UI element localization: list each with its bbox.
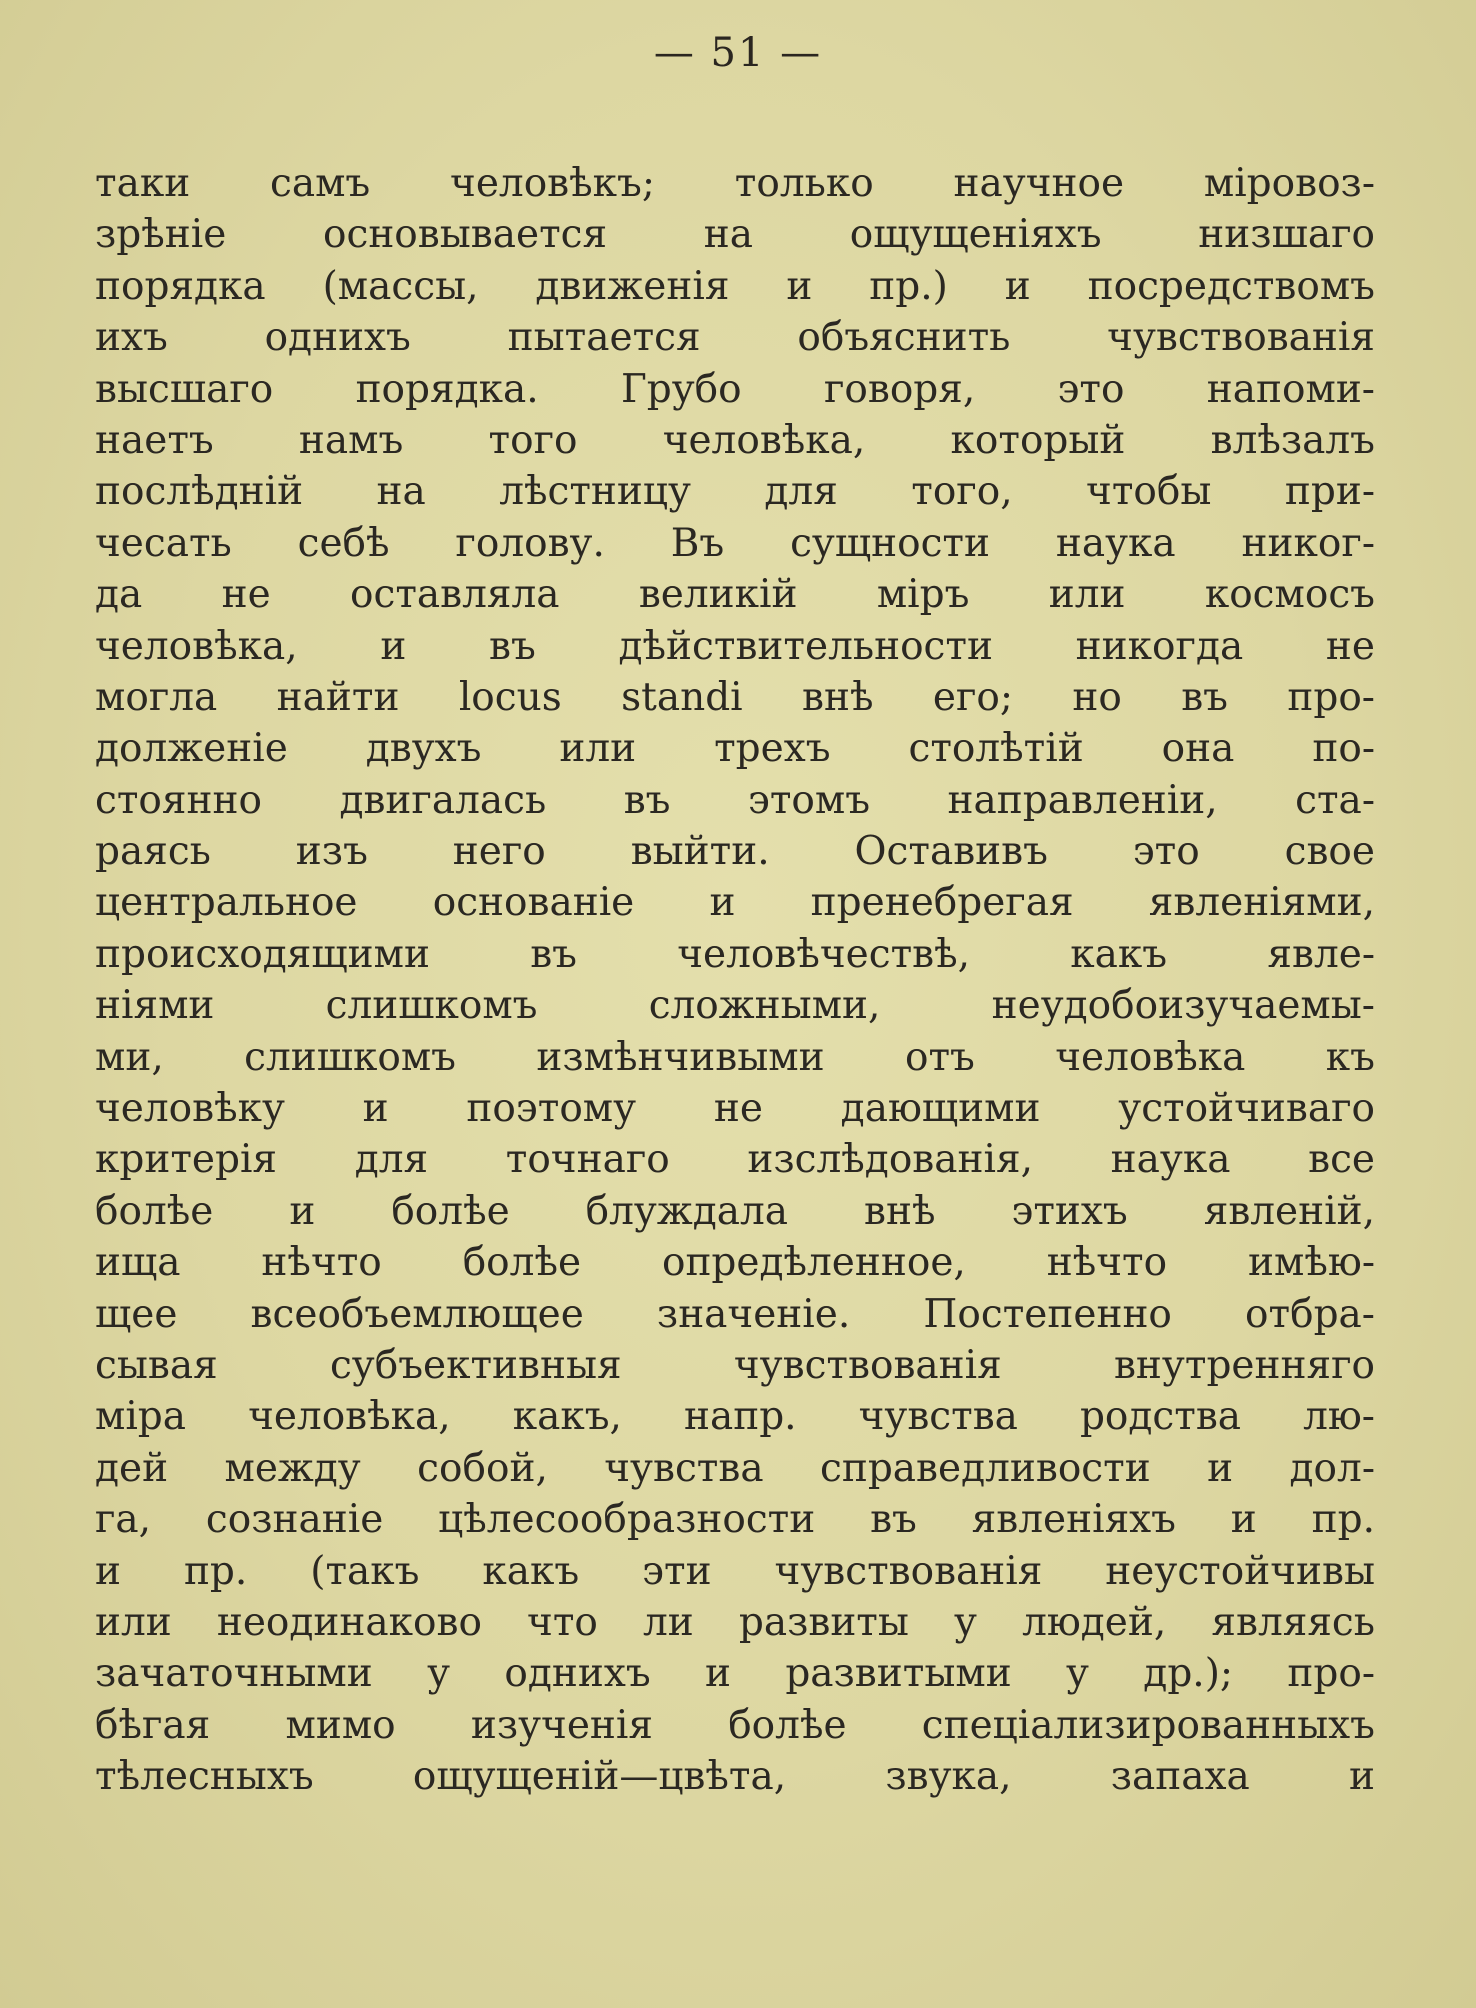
text-line: зрѣніе основывается на ощущеніяхъ низшаго [95, 212, 1375, 258]
text-line: центральное основаніе и пренебрегая явленіями, [95, 880, 1375, 926]
text-line: ніями слишкомъ сложными, неудобоизучаемы- [95, 983, 1375, 1029]
text-line: высшаго порядка. Грубо говоря, это напоми- [95, 366, 1375, 412]
body-text [95, 158, 1375, 1803]
text-line: сывая субъективныя чувствованія внутренняго [95, 1342, 1375, 1388]
text-line: долженіе двухъ или трехъ столѣтій она по- [95, 726, 1375, 772]
text-line: происходящими въ человѣчествѣ, какъ явле- [95, 931, 1375, 977]
text-line: болѣе и болѣе блуждала внѣ этихъ явленій, [95, 1188, 1375, 1234]
text-line: могла найти locus standi внѣ его; но въ про- [95, 674, 1375, 720]
text-line: зачаточными у однихъ и развитыми у др.); про- [95, 1651, 1375, 1697]
text-line: дей между собой, чувства справедливости и дол- [95, 1445, 1375, 1491]
text-line: наетъ намъ того человѣка, который влѣзалъ [95, 417, 1375, 463]
text-line: таки самъ человѣкъ; только научное міровоз- [95, 161, 1375, 206]
text-line: порядка (массы, движенія и пр.) и посредствомъ [95, 263, 1375, 309]
text-line: ихъ однихъ пытается объяснить чувствованія [95, 315, 1375, 361]
text-line: ми, слишкомъ измѣнчивыми отъ человѣка къ [95, 1034, 1375, 1080]
text-line: да не оставляла великій міръ или космосъ [95, 572, 1375, 618]
text-line: и пр. (такъ какъ эти чувствованія неустойчивы [95, 1548, 1375, 1594]
text-line: или неодинаково что ли развиты у людей, являясь [95, 1599, 1375, 1645]
text-line: послѣдній на лѣстницу для того, чтобы при- [95, 469, 1375, 515]
text-line: человѣку и поэтому не дающими устойчиваго [95, 1086, 1375, 1132]
text-line: га, сознаніе цѣлесообразности въ явленіяхъ и пр. [95, 1497, 1375, 1543]
text-line: щее всеобъемлющее значеніе. Постепенно отбра- [95, 1291, 1375, 1337]
text-line: тѣлесныхъ ощущеній—цвѣта, звука, запаха и [95, 1754, 1375, 1800]
text-line: человѣка, и въ дѣйствительности никогда не [95, 623, 1375, 669]
text-line: ища нѣчто болѣе опредѣленное, нѣчто имѣю- [95, 1240, 1375, 1286]
page-number: — 51 — [653, 30, 823, 76]
text-line: стоянно двигалась въ этомъ направленіи, ста- [95, 777, 1375, 823]
text-line: раясь изъ него выйти. Оставивъ это свое [95, 829, 1375, 875]
text-line: міра человѣка, какъ, напр. чувства родства лю- [95, 1394, 1375, 1440]
text-line: бѣгая мимо изученія болѣе спеціализированныхъ [95, 1702, 1375, 1748]
text-line: критерія для точнаго изслѣдованія, наука все [95, 1137, 1375, 1183]
text-line: чесать себѣ голову. Въ сущности наука никог- [95, 520, 1375, 566]
